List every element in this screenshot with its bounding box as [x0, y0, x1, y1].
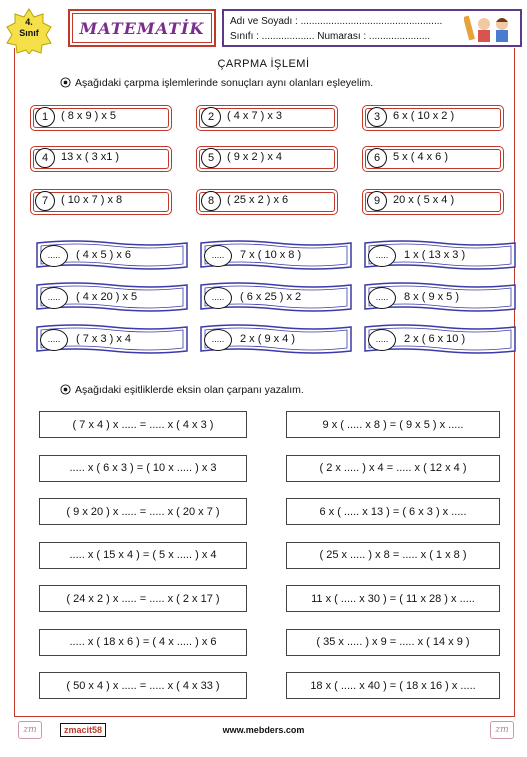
numbered-box — [362, 189, 504, 215]
flower-bullet-icon — [60, 77, 71, 88]
match-expression: ( 7 x 3 ) x 4 — [76, 333, 132, 345]
numbered-box — [196, 146, 338, 172]
equation-box-left[interactable]: ( 50 x 4 ) x ..... = ..... x ( 4 x 33 ) — [39, 672, 247, 699]
equation-box-right[interactable]: 11 x ( ..... x 30 ) = ( 11 x 28 ) x ..... — [286, 585, 500, 612]
match-expression: 1 x ( 13 x 3 ) — [404, 249, 466, 261]
section-title: ÇARPMA İŞLEMİ — [217, 58, 310, 70]
zm-badge-left: zm — [18, 721, 42, 739]
item-number: 7 — [35, 191, 55, 211]
item-number: 5 — [201, 148, 221, 168]
instruction-1-text: Aşağıdaki çarpma işlemlerinde sonuçları aynı olanları eşleyelim. — [75, 77, 374, 89]
frame-right — [514, 48, 515, 716]
item-number: 3 — [367, 107, 387, 127]
item-number: 6 — [367, 148, 387, 168]
grade-badge — [6, 8, 52, 54]
match-expression: ( 4 x 5 ) x 6 — [76, 249, 132, 261]
item-expression: ( 10 x 7 ) x 8 — [61, 194, 123, 206]
match-box — [198, 322, 354, 356]
kids-illustration-icon — [464, 14, 516, 44]
match-expression: ( 4 x 20 ) x 5 — [76, 291, 138, 303]
answer-blank[interactable]: ..... — [40, 329, 68, 351]
answer-blank[interactable]: ..... — [40, 245, 68, 267]
equation-box-right[interactable]: 18 x ( ..... x 40 ) = ( 18 x 16 ) x ..... — [286, 672, 500, 699]
numbered-box — [362, 105, 504, 131]
match-expression: 2 x ( 9 x 4 ) — [240, 333, 296, 345]
answer-blank[interactable]: ..... — [368, 329, 396, 351]
class-number-line: Sınıfı : ................... Numarası : ...................... — [230, 31, 431, 42]
item-number: 9 — [367, 191, 387, 211]
item-expression: ( 8 x 9 ) x 5 — [61, 110, 117, 122]
item-expression: ( 9 x 2 ) x 4 — [227, 151, 283, 163]
answer-blank[interactable]: ..... — [40, 287, 68, 309]
item-expression: ( 25 x 2 ) x 6 — [227, 194, 289, 206]
grade-number: 4. — [25, 17, 33, 27]
equation-box-left[interactable]: ( 9 x 20 ) x ..... = ..... x ( 20 x 7 ) — [39, 498, 247, 525]
numbered-box — [30, 146, 172, 172]
name-line: Adı ve Soyadı : ................................................... — [230, 16, 443, 27]
match-box — [362, 280, 518, 314]
numbered-box — [30, 105, 172, 131]
equation-box-right[interactable]: ( 35 x ..... ) x 9 = ..... x ( 14 x 9 ) — [286, 629, 500, 656]
item-expression: 5 x ( 4 x 6 ) — [393, 151, 449, 163]
match-box — [34, 280, 190, 314]
item-expression: 20 x ( 5 x 4 ) — [393, 194, 455, 206]
credit-label: zmacit58 — [60, 723, 106, 737]
answer-blank[interactable]: ..... — [368, 287, 396, 309]
match-expression: 8 x ( 9 x 5 ) — [404, 291, 460, 303]
item-number: 4 — [35, 148, 55, 168]
item-number: 1 — [35, 107, 55, 127]
equation-box-left[interactable]: ( 7 x 4 ) x ..... = ..... x ( 4 x 3 ) — [39, 411, 247, 438]
numbered-box — [196, 189, 338, 215]
equation-box-left[interactable]: ..... x ( 6 x 3 ) = ( 10 x ..... ) x 3 — [39, 455, 247, 482]
match-box — [198, 238, 354, 272]
numbered-box — [362, 146, 504, 172]
match-box — [34, 238, 190, 272]
answer-blank[interactable]: ..... — [204, 329, 232, 351]
answer-blank[interactable]: ..... — [368, 245, 396, 267]
student-info-box — [222, 9, 522, 47]
match-box — [198, 280, 354, 314]
grade-label: Sınıf — [19, 28, 39, 38]
numbered-box — [196, 105, 338, 131]
item-expression: ( 4 x 7 ) x 3 — [227, 110, 283, 122]
item-number: 8 — [201, 191, 221, 211]
frame-left — [14, 48, 15, 716]
page-title: MATEMATİK — [72, 13, 212, 43]
item-expression: 6 x ( 10 x 2 ) — [393, 110, 455, 122]
instruction-2 — [60, 384, 304, 396]
match-box — [34, 322, 190, 356]
answer-blank[interactable]: ..... — [204, 287, 232, 309]
item-number: 2 — [201, 107, 221, 127]
match-expression: 2 x ( 6 x 10 ) — [404, 333, 466, 345]
match-expression: ( 6 x 25 ) x 2 — [240, 291, 302, 303]
equation-box-right[interactable]: 9 x ( ..... x 8 ) = ( 9 x 5 ) x ..... — [286, 411, 500, 438]
zm-badge-right: zm — [490, 721, 514, 739]
match-box — [362, 238, 518, 272]
match-expression: 7 x ( 10 x 8 ) — [240, 249, 302, 261]
equation-box-right[interactable]: 6 x ( ..... x 13 ) = ( 6 x 3 ) x ..... — [286, 498, 500, 525]
footer-line — [14, 716, 515, 717]
equation-box-right[interactable]: ( 2 x ..... ) x 4 = ..... x ( 12 x 4 ) — [286, 455, 500, 482]
equation-box-left[interactable]: ..... x ( 15 x 4 ) = ( 5 x ..... ) x 4 — [39, 542, 247, 569]
equation-box-right[interactable]: ( 25 x ..... ) x 8 = ..... x ( 1 x 8 ) — [286, 542, 500, 569]
match-box — [362, 322, 518, 356]
equation-box-left[interactable]: ( 24 x 2 ) x ..... = ..... x ( 2 x 17 ) — [39, 585, 247, 612]
item-expression: 13 x ( 3 x1 ) — [61, 151, 120, 163]
site-url[interactable]: www.mebders.com — [222, 725, 305, 735]
equation-box-left[interactable]: ..... x ( 18 x 6 ) = ( 4 x ..... ) x 6 — [39, 629, 247, 656]
answer-blank[interactable]: ..... — [204, 245, 232, 267]
instruction-1 — [60, 77, 373, 89]
title-box — [68, 9, 216, 47]
flower-bullet-icon — [60, 384, 71, 395]
instruction-2-text: Aşağıdaki eşitliklerde eksin olan çarpanı yazalım. — [75, 384, 304, 396]
numbered-box — [30, 189, 172, 215]
